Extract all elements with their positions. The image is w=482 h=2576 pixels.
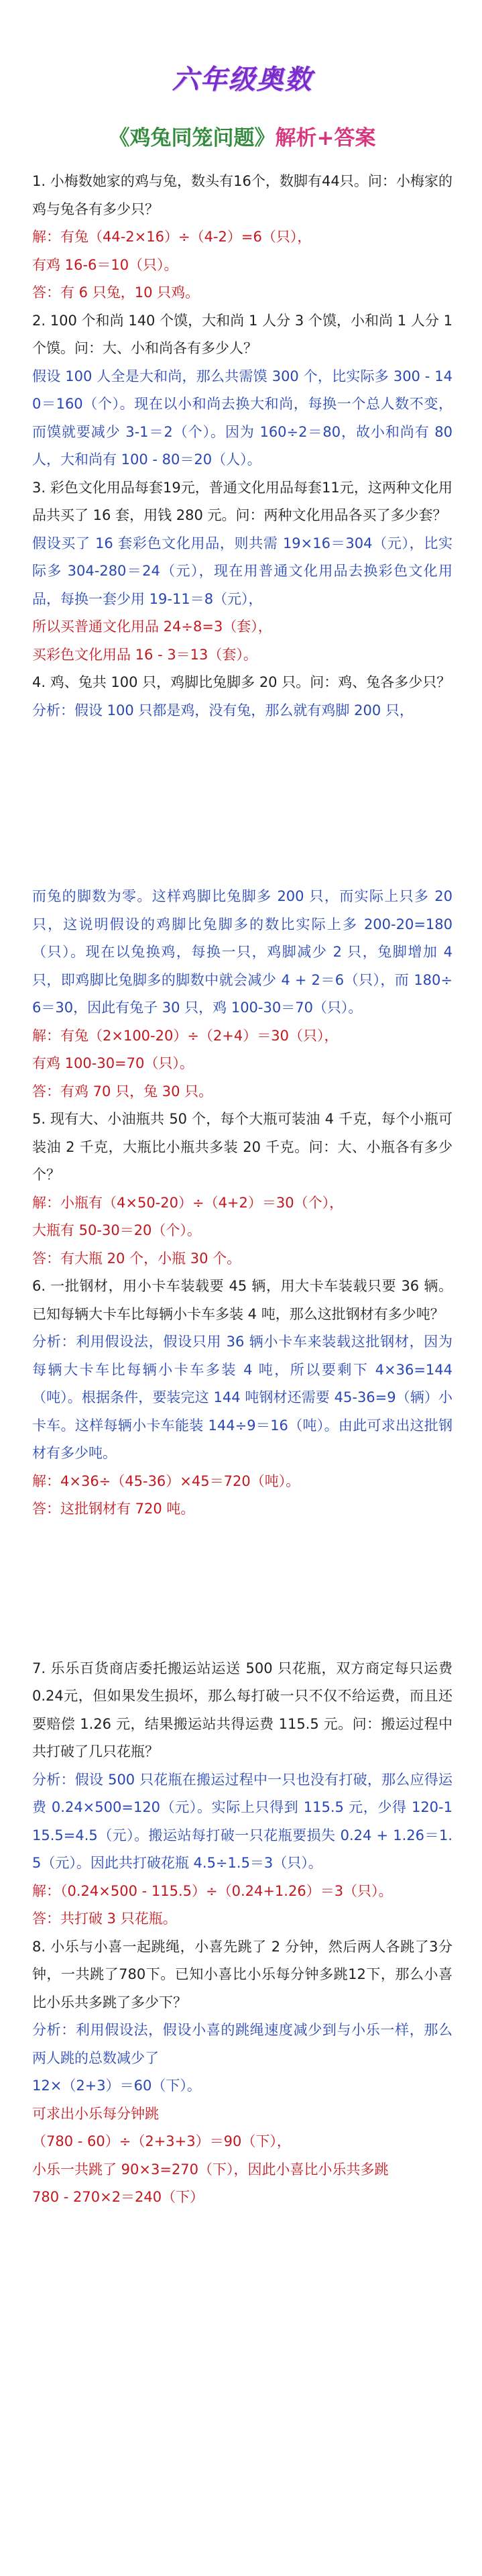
- solution-line: 解：4×36÷（45-36）×45＝720（吨）。: [32, 1472, 300, 1489]
- article-subtitle: [32, 123, 453, 153]
- problem-6: [32, 1273, 453, 1523]
- subtitle-main: 《鸡兔同笼问题》: [109, 126, 276, 150]
- solution-line: 780 - 270×2＝240（下）: [32, 2189, 204, 2205]
- solution-line: 大瓶有 50-30＝20（个）。: [32, 1222, 201, 1238]
- analysis-line: 而兔的脚数为零。这样鸡脚比兔脚多 200 只，而实际上只多 20 只，这说明假设的鸡脚比兔脚多的数比实际上多 200-20=180（只）。现在以兔换鸡，每换一只，鸡脚减少 2 只，兔脚增加 4 只，即鸡脚比兔脚多的脚数中就会减少 4 + 2＝6（只），而 180÷6＝30，因此有兔子 30 只，鸡 100-30＝70（只）。: [32, 888, 453, 1016]
- problem-8: [32, 1933, 453, 2212]
- solution-line: （780 - 60）÷（2+3+3）＝90（下），: [32, 2133, 291, 2149]
- problem-question: 8. 小乐与小喜一起跳绳，小喜先跳了 2 分钟，然后两人各跳了3分钟，一共跳了780下。已知小喜比小乐每分钟多跳12下，那么小喜比小乐共多跳了多少下？: [32, 1938, 453, 2010]
- problem-question: 4. 鸡、兔共 100 只，鸡脚比兔脚多 20 只。问：鸡、兔各多少只？: [32, 674, 451, 690]
- answer-line: 答：共打破 3 只花瓶。: [32, 1911, 177, 1927]
- solution-line: 有鸡 16-6＝10（只）。: [32, 256, 178, 273]
- solution-line: 买彩色文化用品 16 - 3＝13（套）。: [32, 646, 257, 663]
- problem-question: 2. 100 个和尚 140 个馍，大和尚 1 人分 3 个馍，小和尚 1 人分 1 个馍。问：大、小和尚各有多少人？: [32, 312, 453, 356]
- problem-question: 7. 乐乐百货商店委托搬运站运送 500 只花瓶，双方商定每只运费 0.24元，但如果发生损坏，那么每打破一只不仅不给运费，而且还要赔偿 1.26 元，结果搬运站共得运费 115.5 元。问：搬运过程中共打破了几只花瓶？: [32, 1660, 453, 1760]
- subtitle-tail: 解析+答案: [275, 126, 376, 150]
- problem-question: 1. 小梅数她家的鸡与兔，数头有16个，数脚有44只。问：小梅家的鸡与兔各有多少只？: [32, 173, 453, 217]
- answer-line: 答：有鸡 70 只，兔 30 只。: [32, 1083, 213, 1099]
- problem-7: [32, 1655, 453, 1933]
- problem-question: 6. 一批钢材，用小卡车装载要 45 辆，用大卡车装载只要 36 辆。已知每辆大卡车比每辆小卡车多装 4 吨，那么这批钢材有多少吨？: [32, 1278, 453, 1322]
- answer-line: 答：有大瓶 20 个，小瓶 30 个。: [32, 1250, 241, 1267]
- problem-question: 5. 现有大、小油瓶共 50 个，每个大瓶可装油 4 千克，每个小瓶可装油 2 千克，大瓶比小瓶共多装 20 千克。问：大、小瓶各有多少个？: [32, 1111, 453, 1183]
- page-title: 六年级奥数: [172, 64, 313, 95]
- solution-line: 有鸡 100-30=70（只）。: [32, 1055, 194, 1071]
- solution-line: 解：小瓶有（4×50-20）÷（4+2）＝30（个），: [32, 1194, 344, 1211]
- analysis-line: 分析：利用假设法，假设小喜的跳绳速度减少到与小乐一样，那么两人跳的总数减少了: [32, 2022, 453, 2066]
- problem-question: 3. 彩色文化用品每套19元，普通文化用品每套11元，这两种文化用品共买了 16 套，用钱 280 元。问：两种文化用品各买了多少套？: [32, 479, 453, 523]
- blank-space: [32, 724, 453, 883]
- solution-line: 小乐一共跳了 90×3=270（下），因此小喜比小乐共多跳: [32, 2161, 389, 2178]
- problem-4: [32, 669, 453, 724]
- answer-line: 答：有 6 只兔，10 只鸡。: [32, 284, 200, 301]
- analysis-line: 12×（2+3）＝60（下）。: [32, 2078, 201, 2094]
- solution-line: 解：有兔（2×100-20）÷（2+4）＝30（只），: [32, 1027, 339, 1044]
- answer-line: 答：这批钢材有 720 吨。: [32, 1501, 195, 1517]
- solution-line: 解：（0.24×500 - 115.5）÷（0.24+1.26）＝3（只）。: [32, 1882, 393, 1899]
- problem-2: [32, 307, 453, 474]
- analysis-line: 分析：假设 500 只花瓶在搬运过程中一只也没有打破，那么应得运费 0.24×500=120（元）。实际上只得到 115.5 元，少得 120-115.5=4.5（元）。搬运站每打破一只花瓶要损失 0.24 + 1.26＝1.5（元）。因此共打破花瓶 4.5÷1.5＝3（只）。: [32, 1771, 453, 1871]
- problem-4-continued: [32, 883, 453, 1106]
- problem-3: [32, 474, 453, 669]
- solution-line: 所以买普通文化用品 24÷8=3（套），: [32, 619, 272, 635]
- problem-1: [32, 168, 453, 307]
- solution-line: 解：有兔（44-2×16）÷（4-2）=6（只），: [32, 229, 312, 245]
- blank-space: [32, 1523, 453, 1655]
- solution-line: 可求出小乐每分钟跳: [32, 2105, 159, 2122]
- analysis-line: 假设买了 16 套彩色文化用品，则共需 19×16＝304（元），比实际多 304-280＝24（元），现在用普通文化用品去换彩色文化用品，每换一套少用 19-11＝8（元），: [32, 535, 453, 607]
- analysis-line: 假设 100 人全是大和尚，那么共需馍 300 个，比实际多 300 - 140＝160（个）。现在以小和尚去换大和尚，每换一个总人数不变，而馍就要减少 3-1＝2（个）。因为 160÷2＝80，故小和尚有 80 人，大和尚有 100 - 80＝20（人）。: [32, 368, 453, 468]
- analysis-line: 分析：假设 100 只都是鸡，没有兔，那么就有鸡脚 200 只，: [32, 702, 414, 718]
- problem-5: [32, 1106, 453, 1273]
- analysis-line: 分析：利用假设法，假设只用 36 辆小卡车来装载这批钢材，因为每辆大卡车比每辆小卡车多装 4 吨，所以要剩下 4×36=144（吨）。根据条件，要装完这 144 吨钢材还需要 45-36=9（辆）小卡车。这样每辆小卡车能装 144÷9＝16（吨）。由此可求出这批钢材有多少吨。: [32, 1334, 453, 1461]
